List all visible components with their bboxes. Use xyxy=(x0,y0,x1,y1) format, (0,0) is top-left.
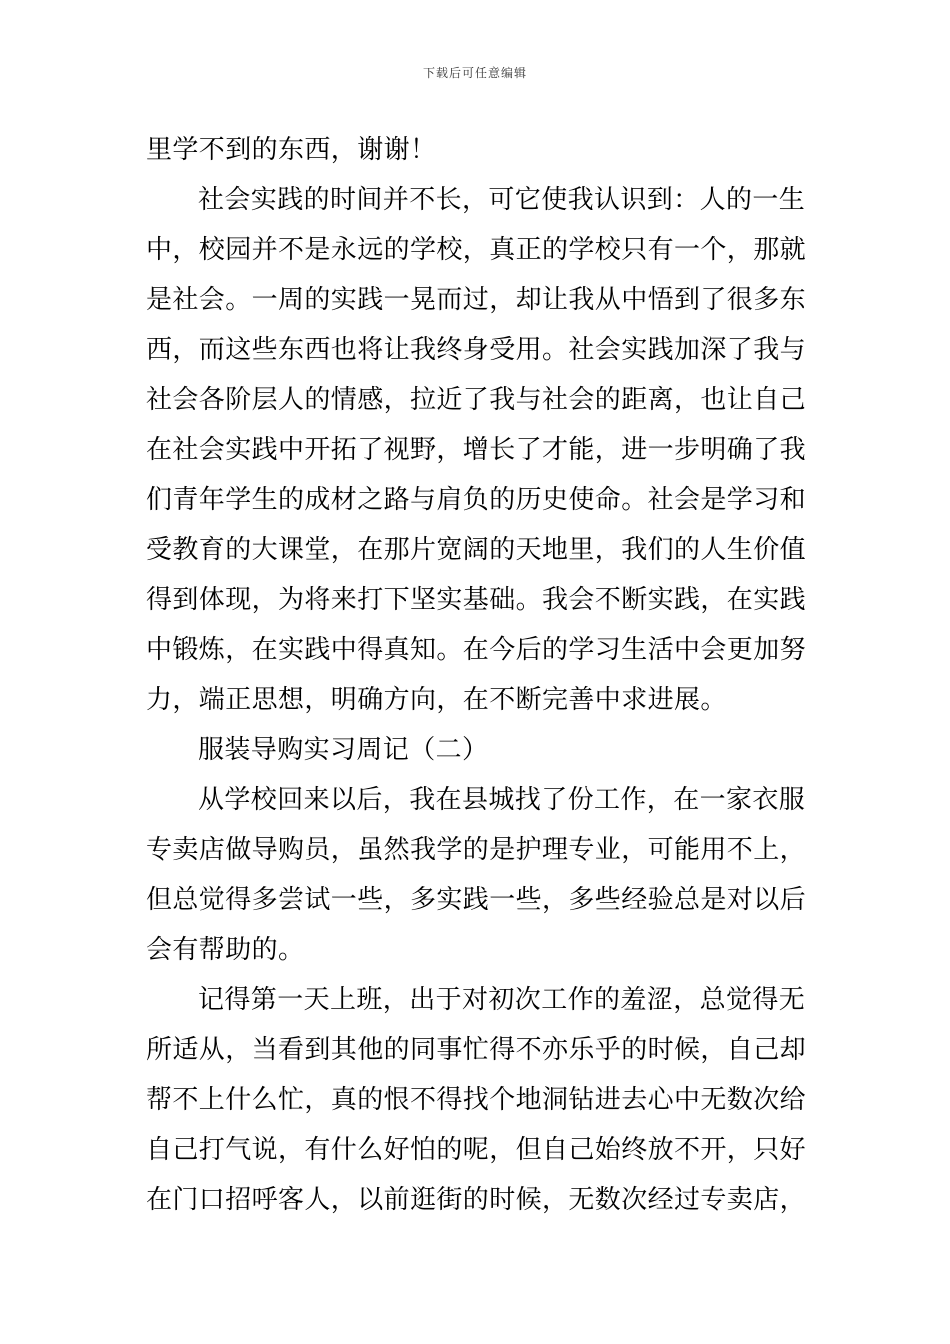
text-line: 得到体现，为将来打下坚实基础。我会不断实践，在实践 xyxy=(146,585,807,615)
text-line: 中，校园并不是永远的学校，真正的学校只有一个，那就 xyxy=(146,235,807,265)
paragraph-first-line: 社会实践的时间并不长，可它使我认识到：人的一生 xyxy=(198,185,806,215)
text-line: 帮不上什么忙，真的恨不得找个地洞钻进去心中无数次给 xyxy=(146,1085,807,1115)
text-line: 们青年学生的成材之路与肩负的历史使命。社会是学习和 xyxy=(146,485,807,515)
text-line: 中锻炼，在实践中得真知。在今后的学习生活中会更加努 xyxy=(146,635,807,665)
text-line: 自己打气说，有什么好怕的呢，但自己始终放不开，只好 xyxy=(146,1135,807,1165)
text-line: 专卖店做导购员，虽然我学的是护理专业，可能用不上， xyxy=(146,835,807,865)
text-line: 在社会实践中开拓了视野，增长了才能，进一步明确了我 xyxy=(146,435,807,465)
text-line: 力，端正思想，明确方向，在不断完善中求进展。 xyxy=(146,685,727,715)
paragraph-first-line: 记得第一天上班，出于对初次工作的羞涩，总觉得无 xyxy=(198,985,806,1015)
text-line: 社会各阶层人的情感，拉近了我与社会的距离，也让自己 xyxy=(146,385,807,415)
text-line: 所适从，当看到其他的同事忙得不亦乐乎的时候，自己却 xyxy=(146,1035,807,1065)
page-header: 下载后可任意编辑 xyxy=(422,66,527,80)
text-line: 在门口招呼客人，以前逛街的时候，无数次经过专卖店， xyxy=(146,1185,807,1215)
text-line: 受教育的大课堂，在那片宽阔的天地里，我们的人生价值 xyxy=(146,535,807,565)
text-line: 会有帮助的。 xyxy=(146,935,305,965)
text-line: 西，而这些东西也将让我终身受用。社会实践加深了我与 xyxy=(146,335,807,365)
paragraph-first-line: 从学校回来以后，我在县城找了份工作，在一家衣服 xyxy=(198,785,806,815)
section-title: 服装导购实习周记（二） xyxy=(198,735,489,765)
text-line: 但总觉得多尝试一些，多实践一些，多些经验总是对以后 xyxy=(146,885,807,915)
text-line: 里学不到的东西，谢谢！ xyxy=(146,135,437,165)
text-line: 是社会。一周的实践一晃而过，却让我从中悟到了很多东 xyxy=(146,285,807,315)
